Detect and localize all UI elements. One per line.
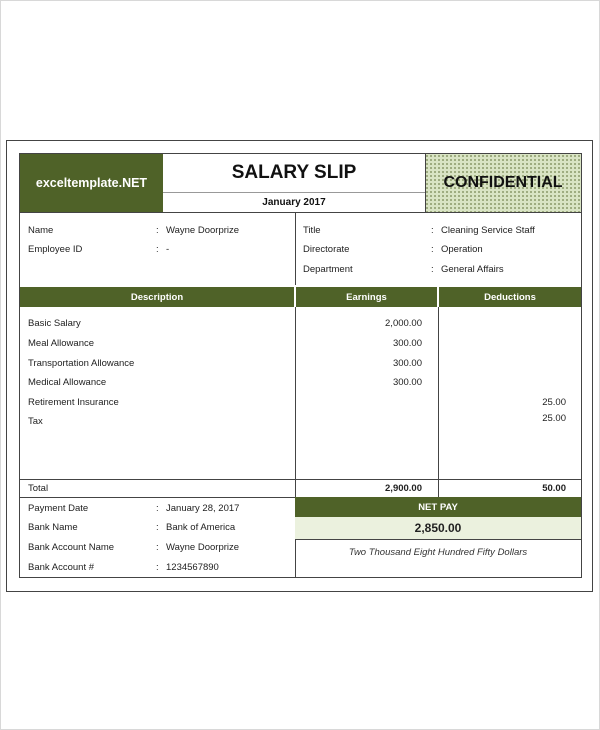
column-header-earnings: Earnings: [296, 287, 437, 307]
column-header-deductions: Deductions: [439, 287, 581, 307]
page-title: SALARY SLIP: [163, 154, 425, 193]
separator: :: [156, 503, 159, 514]
net-pay-amount: 2,850.00: [295, 517, 581, 540]
row-earnings: 2,000.00: [385, 318, 422, 329]
bank-account-number-label: Bank Account #: [28, 562, 95, 573]
bank-name-value: Bank of America: [166, 522, 236, 533]
bank-name-label: Bank Name: [28, 522, 78, 533]
employee-name-value: Wayne Doorprize: [166, 225, 240, 236]
employee-id-label: Employee ID: [28, 244, 83, 255]
row-description: Basic Salary: [28, 318, 81, 329]
separator: :: [156, 522, 159, 533]
bank-account-name-value: Wayne Doorprize: [166, 542, 240, 553]
directorate-value: Operation: [441, 244, 483, 255]
column-header-description: Description: [20, 287, 294, 307]
department-label: Department: [303, 264, 353, 275]
separator: :: [156, 244, 159, 255]
total-deductions: 50.00: [542, 483, 566, 494]
pay-period: January 2017: [262, 196, 326, 208]
total-label: Total: [28, 483, 49, 494]
divider: [295, 212, 296, 285]
department-value: General Affairs: [441, 264, 504, 275]
row-deductions: 25.00: [542, 397, 566, 408]
divider: [20, 212, 581, 213]
divider: [20, 479, 581, 480]
separator: :: [431, 225, 434, 236]
job-title-label: Title: [303, 225, 321, 236]
separator: :: [156, 542, 159, 553]
row-earnings: 300.00: [392, 358, 422, 369]
row-earnings: 300.00: [392, 377, 422, 388]
total-earnings: 2,900.00: [385, 483, 422, 494]
separator: :: [431, 244, 434, 255]
salary-slip-inner: [19, 153, 582, 578]
payment-date-value: January 28, 2017: [166, 503, 240, 514]
row-description: Retirement Insurance: [28, 397, 119, 408]
bank-account-name-label: Bank Account Name: [28, 542, 115, 553]
net-pay-in-words: Two Thousand Eight Hundred Fifty Dollars: [348, 547, 528, 558]
divider: [438, 307, 439, 497]
directorate-label: Directorate: [303, 244, 350, 255]
confidential-stamp: CONFIDENTIAL: [425, 154, 581, 212]
row-description: Medical Allowance: [28, 377, 107, 388]
job-title-value: Cleaning Service Staff: [441, 225, 535, 236]
salary-slip: [6, 140, 593, 592]
payment-date-label: Payment Date: [28, 503, 89, 514]
row-earnings: 300.00: [392, 338, 422, 349]
bank-account-number-value: 1234567890: [166, 562, 219, 573]
row-description: Tax: [28, 416, 43, 427]
row-description: Transportation Allowance: [28, 358, 135, 369]
net-pay-label: NET PAY: [295, 497, 581, 517]
employee-id-value: -: [166, 244, 170, 255]
separator: :: [431, 264, 434, 275]
logo: exceltemplate.NET: [20, 154, 163, 212]
divider: [425, 154, 426, 212]
row-description: Meal Allowance: [28, 338, 95, 349]
row-deductions: 25.00: [542, 413, 566, 424]
employee-name-label: Name: [28, 225, 54, 236]
separator: :: [156, 562, 159, 573]
separator: :: [156, 225, 159, 236]
